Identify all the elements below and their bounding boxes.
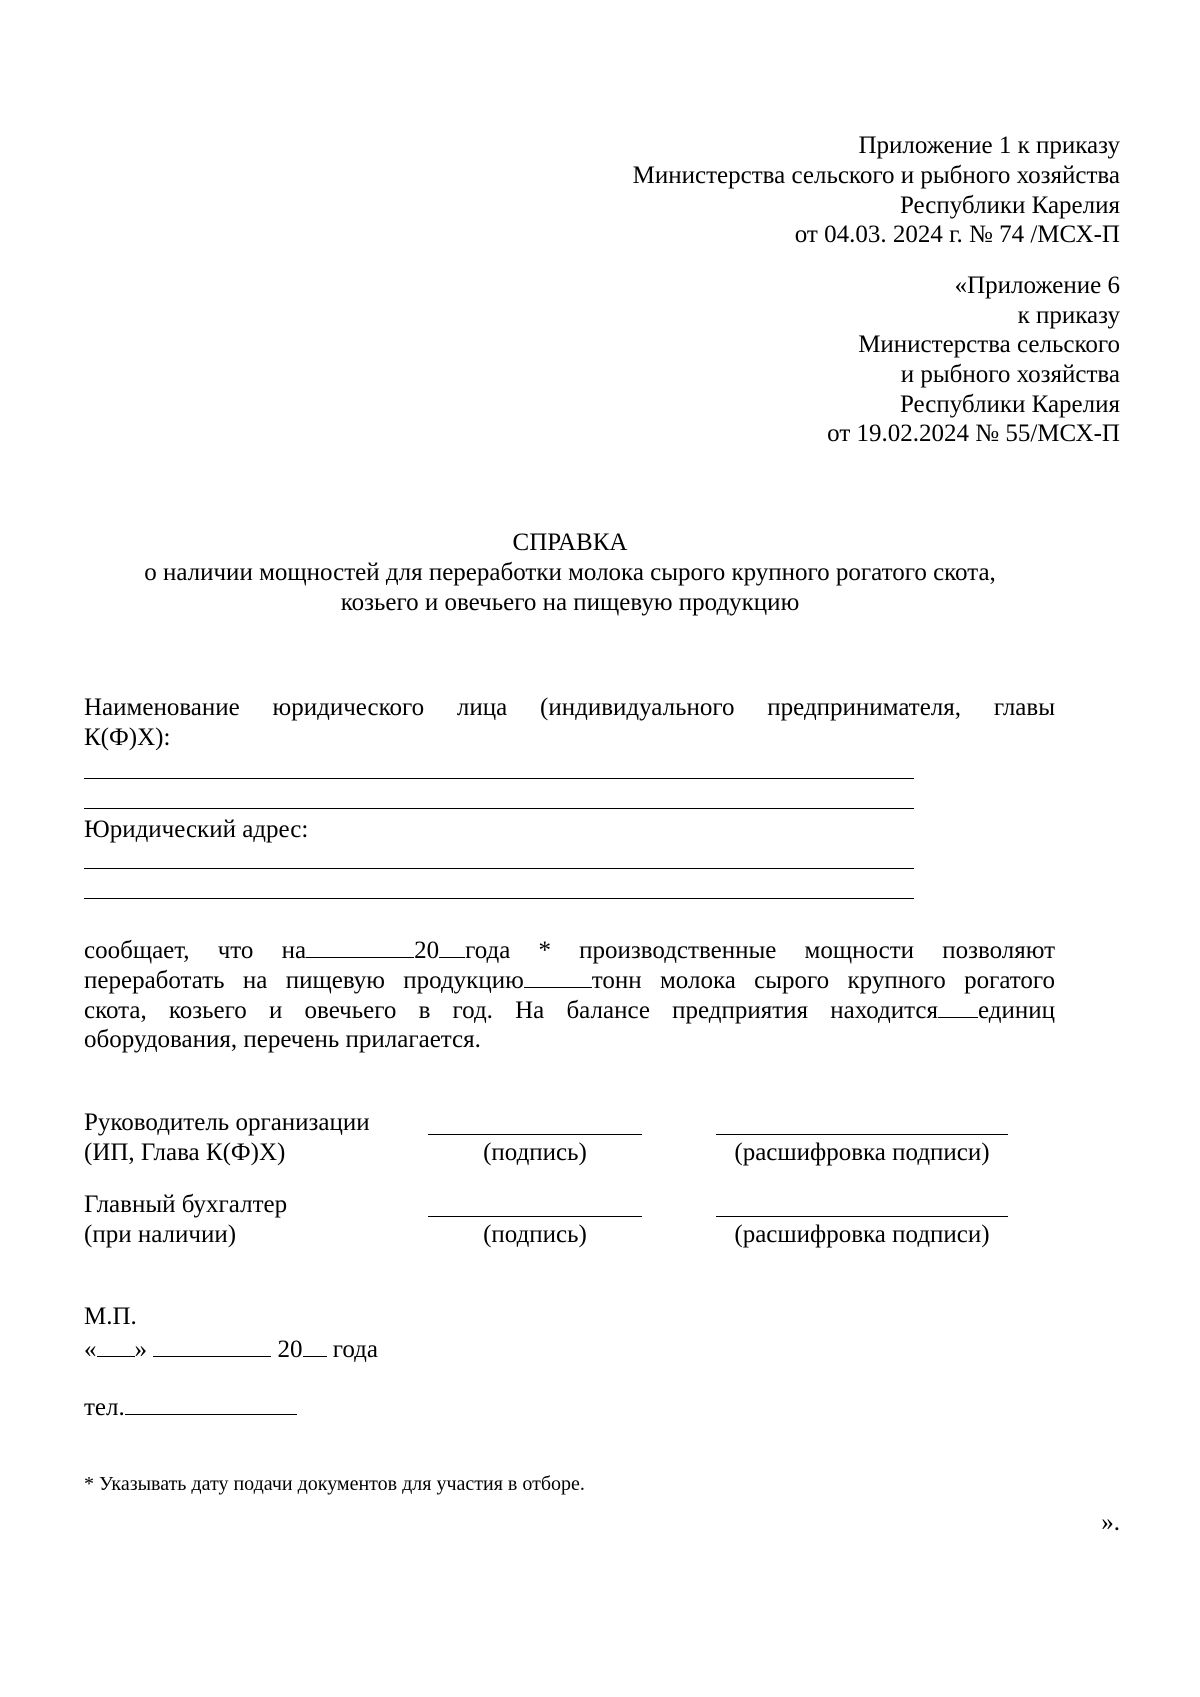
date-year-suffix: года	[332, 1336, 378, 1363]
accountant-label-line2: (при наличии)	[84, 1221, 237, 1248]
header-appendix6-line4: и рыбного хозяйства	[900, 361, 1120, 388]
header-appendix6-line6: от 19.02.2024 № 55/МСХ-П	[827, 420, 1120, 447]
date-year-blank[interactable]	[303, 1334, 327, 1357]
month-blank[interactable]	[153, 1334, 271, 1357]
stamp-place-label: М.П.	[84, 1303, 137, 1330]
body-line2	[84, 965, 1055, 996]
legal-address-blank-line1[interactable]	[84, 868, 914, 869]
body-line1-start: сообщает, что на	[84, 937, 307, 964]
year-blank[interactable]	[439, 935, 465, 958]
body-line3-end: единиц	[977, 997, 1055, 1024]
equipment-count-blank[interactable]	[938, 995, 978, 1018]
header-appendix1-line4: от 04.03. 2024 г. № 74 /МСХ-П	[794, 221, 1120, 248]
body-line4: оборудования, перечень прилагается.	[84, 1026, 481, 1053]
body-line3	[84, 995, 1055, 1026]
legal-address-blank-line2[interactable]	[84, 898, 914, 899]
head-signature-line[interactable]	[428, 1134, 642, 1135]
phone-line	[84, 1392, 297, 1423]
legal-name-label-line2: К(Ф)Х):	[84, 724, 171, 751]
document-subtitle-line2: козьего и овечьего на пищевую продукцию	[340, 589, 800, 616]
tonnage-blank[interactable]	[524, 965, 592, 988]
body-line2-end: тонн молока сырого крупного рогатого	[591, 967, 1056, 994]
body-line2-start: переработать на пищевую продукцию	[84, 967, 524, 994]
day-blank[interactable]	[97, 1334, 135, 1357]
legal-name-blank-line2[interactable]	[84, 808, 914, 809]
head-decoding-line[interactable]	[716, 1134, 1008, 1135]
body-line1	[84, 935, 1055, 966]
phone-label: тел.	[84, 1394, 125, 1421]
footnote: * Указывать дату подачи документов для участия в отборе.	[84, 1473, 585, 1495]
head-signature-caption: (подпись)	[483, 1139, 587, 1166]
accountant-signature-caption: (подпись)	[483, 1221, 587, 1248]
header-appendix1-line2: Министерства сельского и рыбного хозяйства	[632, 162, 1120, 189]
header-appendix1-line3: Республики Карелия	[899, 192, 1120, 219]
date-blank[interactable]	[306, 935, 414, 958]
accountant-decoding-line[interactable]	[716, 1216, 1008, 1217]
head-label-line1: Руководитель организации	[84, 1109, 370, 1136]
legal-name-blank-line1[interactable]	[84, 778, 914, 779]
accountant-decoding-caption: (расшифровка подписи)	[734, 1221, 990, 1248]
header-appendix1-line1: Приложение 1 к приказу	[858, 132, 1120, 159]
legal-name-label-line1: Наименование юридического лица (индивидуального предпринимателя, главы	[84, 694, 1055, 721]
document-title: СПРАВКА	[512, 529, 628, 556]
date-year-prefix: 20	[277, 1336, 303, 1363]
body-line1-end: года * производственные мощности позволяют	[465, 937, 1056, 964]
year-prefix: 20	[414, 937, 440, 964]
date-line	[84, 1334, 378, 1365]
header-appendix6-line2: к приказу	[1017, 302, 1120, 329]
head-label-line2: (ИП, Глава К(Ф)Х)	[84, 1139, 286, 1166]
quote-close: »	[134, 1336, 147, 1363]
header-appendix6-line1: «Приложение 6	[954, 272, 1120, 299]
phone-blank[interactable]	[125, 1392, 297, 1415]
closing-quote-mark: ».	[1101, 1509, 1120, 1536]
header-appendix6-line3: Министерства сельского	[858, 331, 1120, 358]
accountant-label-line1: Главный бухгалтер	[84, 1191, 288, 1218]
body-line3-start: скота, козьего и овечьего в год. На балансе предприятия находится	[84, 997, 938, 1024]
document-subtitle-line1: о наличии мощностей для переработки молока сырого крупного рогатого скота,	[144, 559, 996, 586]
accountant-signature-line[interactable]	[428, 1216, 642, 1217]
legal-address-label: Юридический адрес:	[84, 816, 309, 843]
header-appendix6-line5: Республики Карелия	[899, 391, 1120, 418]
head-decoding-caption: (расшифровка подписи)	[734, 1139, 990, 1166]
quote-open: «	[84, 1336, 97, 1363]
